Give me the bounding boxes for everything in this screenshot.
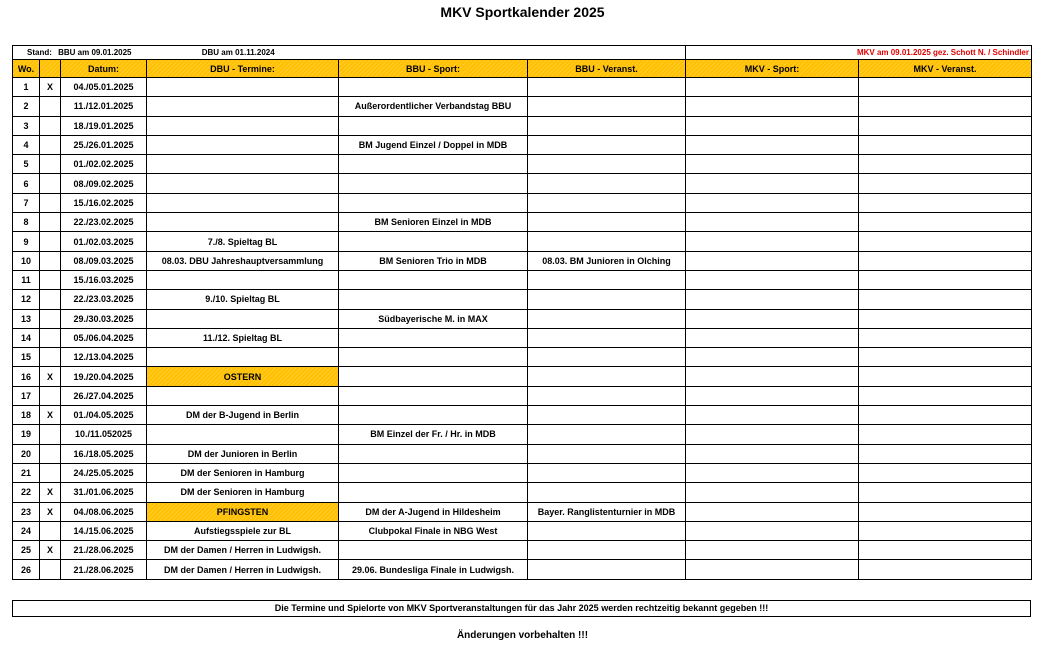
date-cell: 01./02.03.2025 xyxy=(61,232,147,251)
date-cell: 31./01.06.2025 xyxy=(61,483,147,502)
bbu-sport-cell xyxy=(339,174,528,193)
date-cell: 08./09.03.2025 xyxy=(61,251,147,270)
week-number-cell: 13 xyxy=(13,309,40,328)
bbu-veranst-cell xyxy=(528,193,686,212)
week-number-cell: 17 xyxy=(13,386,40,405)
mkv-veranst-cell xyxy=(859,309,1032,328)
date-cell: 15./16.02.2025 xyxy=(61,193,147,212)
holiday-mark-cell xyxy=(40,309,61,328)
dbu-termine-cell: Aufstiegsspiele zur BL xyxy=(147,521,339,540)
mkv-sport-cell xyxy=(686,348,859,367)
bbu-sport-cell xyxy=(339,386,528,405)
header-row xyxy=(13,60,1032,78)
mkv-veranst-cell xyxy=(859,290,1032,309)
bbu-veranst-cell xyxy=(528,174,686,193)
stand-bbu: BBU am 09.01.2025 xyxy=(58,48,132,57)
mkv-sport-cell xyxy=(686,213,859,232)
bbu-veranst-cell xyxy=(528,425,686,444)
page-title: MKV Sportkalender 2025 xyxy=(440,4,605,20)
week-number-cell: 21 xyxy=(13,463,40,482)
week-number-cell: 19 xyxy=(13,425,40,444)
holiday-mark-cell xyxy=(40,155,61,174)
holiday-mark-cell xyxy=(40,425,61,444)
mkv-sport-cell xyxy=(686,155,859,174)
date-cell: 14./15.06.2025 xyxy=(61,521,147,540)
mkv-sport-cell xyxy=(686,232,859,251)
mkv-veranst-cell xyxy=(859,270,1032,289)
bbu-veranst-cell xyxy=(528,444,686,463)
holiday-mark-cell xyxy=(40,521,61,540)
mkv-veranst-cell xyxy=(859,193,1032,212)
header-dbu-termine: DBU - Termine: xyxy=(147,60,339,78)
bbu-veranst-cell xyxy=(528,328,686,347)
holiday-mark-cell xyxy=(40,193,61,212)
bbu-sport-cell xyxy=(339,116,528,135)
table-row xyxy=(13,348,1032,367)
bbu-sport-cell: BM Jugend Einzel / Doppel in MDB xyxy=(339,135,528,154)
footer-notice: Die Termine und Spielorte von MKV Sportveranstaltungen für das Jahr 2025 werden rechtzeitig bekannt gegeben !!! xyxy=(12,600,1031,617)
mkv-sport-cell xyxy=(686,135,859,154)
holiday-mark-cell xyxy=(40,463,61,482)
bbu-veranst-cell: Bayer. Ranglistenturnier in MDB xyxy=(528,502,686,521)
header-mkv-veranst: MKV - Veranst. xyxy=(859,60,1032,78)
mkv-veranst-cell xyxy=(859,135,1032,154)
bbu-sport-cell: Clubpokal Finale in NBG West xyxy=(339,521,528,540)
date-cell: 21./28.06.2025 xyxy=(61,541,147,560)
mkv-veranst-cell xyxy=(859,348,1032,367)
dbu-termine-cell: DM der Senioren in Hamburg xyxy=(147,463,339,482)
week-number-cell: 5 xyxy=(13,155,40,174)
week-number-cell: 3 xyxy=(13,116,40,135)
week-number-cell: 16 xyxy=(13,367,40,386)
bbu-sport-cell xyxy=(339,328,528,347)
week-number-cell: 6 xyxy=(13,174,40,193)
bbu-veranst-cell xyxy=(528,270,686,289)
mkv-veranst-cell xyxy=(859,560,1032,579)
dbu-termine-cell: PFINGSTEN xyxy=(147,502,339,521)
stand-spacer xyxy=(339,46,686,60)
mkv-sport-cell xyxy=(686,406,859,425)
stand-dbu: DBU am 01.11.2024 xyxy=(201,48,275,57)
bbu-sport-cell xyxy=(339,270,528,289)
dbu-termine-cell: 11./12. Spieltag BL xyxy=(147,328,339,347)
header-bbu-sport: BBU - Sport: xyxy=(339,60,528,78)
dbu-termine-cell xyxy=(147,193,339,212)
holiday-mark-cell xyxy=(40,290,61,309)
table-row xyxy=(13,483,1032,502)
date-cell: 12./13.04.2025 xyxy=(61,348,147,367)
date-cell: 11./12.01.2025 xyxy=(61,97,147,116)
date-cell: 22./23.03.2025 xyxy=(61,290,147,309)
holiday-mark-cell xyxy=(40,97,61,116)
date-cell: 25./26.01.2025 xyxy=(61,135,147,154)
mkv-sport-cell xyxy=(686,290,859,309)
holiday-mark-cell xyxy=(40,270,61,289)
dbu-termine-cell xyxy=(147,78,339,97)
table-row xyxy=(13,213,1032,232)
date-cell: 01./02.02.2025 xyxy=(61,155,147,174)
dbu-termine-cell: 7./8. Spieltag BL xyxy=(147,232,339,251)
table-row xyxy=(13,425,1032,444)
mkv-veranst-cell xyxy=(859,444,1032,463)
bbu-veranst-cell xyxy=(528,78,686,97)
week-number-cell: 24 xyxy=(13,521,40,540)
table-row xyxy=(13,155,1032,174)
mkv-sport-cell xyxy=(686,560,859,579)
week-number-cell: 20 xyxy=(13,444,40,463)
table-row xyxy=(13,78,1032,97)
table-row xyxy=(13,97,1032,116)
sport-calendar-table xyxy=(12,45,1032,580)
dbu-termine-cell xyxy=(147,270,339,289)
footer-note: Änderungen vorbehalten !!! xyxy=(456,630,589,641)
mkv-veranst-cell xyxy=(859,155,1032,174)
bbu-veranst-cell xyxy=(528,135,686,154)
mkv-sport-cell xyxy=(686,367,859,386)
table-row xyxy=(13,406,1032,425)
stand-label: Stand: xyxy=(27,48,52,57)
date-cell: 22./23.02.2025 xyxy=(61,213,147,232)
bbu-sport-cell xyxy=(339,232,528,251)
mkv-sport-cell xyxy=(686,193,859,212)
header-mkv-sport: MKV - Sport: xyxy=(686,60,859,78)
bbu-veranst-cell xyxy=(528,232,686,251)
mkv-veranst-cell xyxy=(859,213,1032,232)
table-row xyxy=(13,463,1032,482)
holiday-mark-cell xyxy=(40,386,61,405)
mkv-sport-cell xyxy=(686,521,859,540)
bbu-veranst-cell xyxy=(528,97,686,116)
header-datum: Datum: xyxy=(61,60,147,78)
header-wo: Wo. xyxy=(13,60,40,78)
week-number-cell: 15 xyxy=(13,348,40,367)
calendar-body xyxy=(13,78,1032,580)
bbu-sport-cell xyxy=(339,444,528,463)
holiday-mark-cell: X xyxy=(40,502,61,521)
bbu-veranst-cell xyxy=(528,406,686,425)
bbu-sport-cell xyxy=(339,155,528,174)
table-row xyxy=(13,270,1032,289)
bbu-veranst-cell xyxy=(528,386,686,405)
bbu-sport-cell xyxy=(339,193,528,212)
bbu-sport-cell: BM Senioren Trio in MDB xyxy=(339,251,528,270)
holiday-mark-cell: X xyxy=(40,541,61,560)
bbu-sport-cell: 29.06. Bundesliga Finale in Ludwigsh. xyxy=(339,560,528,579)
bbu-veranst-cell xyxy=(528,560,686,579)
week-number-cell: 11 xyxy=(13,270,40,289)
mkv-veranst-cell xyxy=(859,463,1032,482)
table-row xyxy=(13,174,1032,193)
table-row xyxy=(13,560,1032,579)
dbu-termine-cell: DM der Damen / Herren in Ludwigsh. xyxy=(147,541,339,560)
week-number-cell: 12 xyxy=(13,290,40,309)
bbu-sport-cell: DM der A-Jugend in Hildesheim xyxy=(339,502,528,521)
mkv-veranst-cell xyxy=(859,425,1032,444)
dbu-termine-cell: DM der Senioren in Hamburg xyxy=(147,483,339,502)
holiday-mark-cell xyxy=(40,135,61,154)
date-cell: 15./16.03.2025 xyxy=(61,270,147,289)
date-cell: 16./18.05.2025 xyxy=(61,444,147,463)
date-cell: 04./05.01.2025 xyxy=(61,78,147,97)
table-row xyxy=(13,193,1032,212)
dbu-termine-cell: 9./10. Spieltag BL xyxy=(147,290,339,309)
date-cell: 01./04.05.2025 xyxy=(61,406,147,425)
holiday-mark-cell xyxy=(40,213,61,232)
holiday-mark-cell xyxy=(40,116,61,135)
holiday-mark-cell xyxy=(40,328,61,347)
mkv-sport-cell xyxy=(686,309,859,328)
bbu-veranst-cell xyxy=(528,521,686,540)
holiday-mark-cell: X xyxy=(40,78,61,97)
dbu-termine-cell xyxy=(147,135,339,154)
stand-mkv: MKV am 09.01.2025 gez. Schott N. / Schindler xyxy=(686,46,1032,60)
bbu-veranst-cell xyxy=(528,116,686,135)
bbu-sport-cell: Südbayerische M. in MAX xyxy=(339,309,528,328)
date-cell: 08./09.02.2025 xyxy=(61,174,147,193)
dbu-termine-cell xyxy=(147,213,339,232)
holiday-mark-cell: X xyxy=(40,367,61,386)
week-number-cell: 1 xyxy=(13,78,40,97)
bbu-sport-cell: BM Einzel der Fr. / Hr. in MDB xyxy=(339,425,528,444)
week-number-cell: 25 xyxy=(13,541,40,560)
week-number-cell: 23 xyxy=(13,502,40,521)
dbu-termine-cell xyxy=(147,386,339,405)
bbu-veranst-cell xyxy=(528,348,686,367)
table-row xyxy=(13,386,1032,405)
holiday-mark-cell xyxy=(40,560,61,579)
date-cell: 04./08.06.2025 xyxy=(61,502,147,521)
bbu-veranst-cell xyxy=(528,213,686,232)
date-cell: 18./19.01.2025 xyxy=(61,116,147,135)
holiday-mark-cell: X xyxy=(40,406,61,425)
header-x xyxy=(40,60,61,78)
mkv-veranst-cell xyxy=(859,328,1032,347)
mkv-veranst-cell xyxy=(859,116,1032,135)
mkv-sport-cell xyxy=(686,328,859,347)
mkv-sport-cell xyxy=(686,425,859,444)
week-number-cell: 4 xyxy=(13,135,40,154)
bbu-sport-cell xyxy=(339,541,528,560)
week-number-cell: 9 xyxy=(13,232,40,251)
dbu-termine-cell: DM der B-Jugend in Berlin xyxy=(147,406,339,425)
bbu-sport-cell xyxy=(339,367,528,386)
week-number-cell: 14 xyxy=(13,328,40,347)
dbu-termine-cell: DM der Damen / Herren in Ludwigsh. xyxy=(147,560,339,579)
table-row xyxy=(13,290,1032,309)
dbu-termine-cell: DM der Junioren in Berlin xyxy=(147,444,339,463)
bbu-veranst-cell xyxy=(528,541,686,560)
bbu-veranst-cell xyxy=(528,155,686,174)
mkv-sport-cell xyxy=(686,444,859,463)
holiday-mark-cell xyxy=(40,444,61,463)
bbu-veranst-cell xyxy=(528,290,686,309)
dbu-termine-cell xyxy=(147,116,339,135)
stand-cell xyxy=(13,46,339,60)
dbu-termine-cell xyxy=(147,309,339,328)
dbu-termine-cell xyxy=(147,348,339,367)
week-number-cell: 8 xyxy=(13,213,40,232)
mkv-sport-cell xyxy=(686,251,859,270)
holiday-mark-cell xyxy=(40,174,61,193)
bbu-veranst-cell xyxy=(528,367,686,386)
date-cell: 29./30.03.2025 xyxy=(61,309,147,328)
dbu-termine-cell xyxy=(147,155,339,174)
mkv-sport-cell xyxy=(686,541,859,560)
mkv-sport-cell xyxy=(686,386,859,405)
bbu-veranst-cell xyxy=(528,463,686,482)
bbu-sport-cell xyxy=(339,463,528,482)
table-row xyxy=(13,328,1032,347)
mkv-veranst-cell xyxy=(859,541,1032,560)
table-row xyxy=(13,521,1032,540)
week-number-cell: 22 xyxy=(13,483,40,502)
date-cell: 10./11.052025 xyxy=(61,425,147,444)
week-number-cell: 7 xyxy=(13,193,40,212)
week-number-cell: 18 xyxy=(13,406,40,425)
dbu-termine-cell xyxy=(147,425,339,444)
mkv-veranst-cell xyxy=(859,251,1032,270)
bbu-veranst-cell: 08.03. BM Junioren in Olching xyxy=(528,251,686,270)
mkv-veranst-cell xyxy=(859,97,1032,116)
bbu-veranst-cell xyxy=(528,483,686,502)
table-row xyxy=(13,541,1032,560)
header-bbu-veranst: BBU - Veranst. xyxy=(528,60,686,78)
bbu-sport-cell: Außerordentlicher Verbandstag BBU xyxy=(339,97,528,116)
bbu-sport-cell xyxy=(339,483,528,502)
mkv-veranst-cell xyxy=(859,386,1032,405)
table-row xyxy=(13,116,1032,135)
week-number-cell: 2 xyxy=(13,97,40,116)
mkv-veranst-cell xyxy=(859,174,1032,193)
mkv-sport-cell xyxy=(686,116,859,135)
date-cell: 05./06.04.2025 xyxy=(61,328,147,347)
table-row xyxy=(13,367,1032,386)
dbu-termine-cell xyxy=(147,97,339,116)
table-row xyxy=(13,135,1032,154)
holiday-mark-cell: X xyxy=(40,483,61,502)
date-cell: 26./27.04.2025 xyxy=(61,386,147,405)
table-row xyxy=(13,444,1032,463)
bbu-sport-cell xyxy=(339,406,528,425)
bbu-sport-cell xyxy=(339,348,528,367)
mkv-sport-cell xyxy=(686,270,859,289)
dbu-termine-cell: OSTERN xyxy=(147,367,339,386)
table-row xyxy=(13,232,1032,251)
table-row xyxy=(13,309,1032,328)
week-number-cell: 10 xyxy=(13,251,40,270)
bbu-sport-cell: BM Senioren Einzel in MDB xyxy=(339,213,528,232)
holiday-mark-cell xyxy=(40,348,61,367)
dbu-termine-cell xyxy=(147,174,339,193)
stand-row xyxy=(13,46,1032,60)
mkv-sport-cell xyxy=(686,97,859,116)
date-cell: 21./28.06.2025 xyxy=(61,560,147,579)
date-cell: 19./20.04.2025 xyxy=(61,367,147,386)
mkv-veranst-cell xyxy=(859,406,1032,425)
mkv-veranst-cell xyxy=(859,502,1032,521)
mkv-veranst-cell xyxy=(859,232,1032,251)
bbu-veranst-cell xyxy=(528,309,686,328)
mkv-sport-cell xyxy=(686,463,859,482)
table-row xyxy=(13,251,1032,270)
bbu-sport-cell xyxy=(339,78,528,97)
mkv-veranst-cell xyxy=(859,521,1032,540)
mkv-veranst-cell xyxy=(859,483,1032,502)
mkv-veranst-cell xyxy=(859,367,1032,386)
week-number-cell: 26 xyxy=(13,560,40,579)
mkv-sport-cell xyxy=(686,78,859,97)
mkv-sport-cell xyxy=(686,502,859,521)
holiday-mark-cell xyxy=(40,232,61,251)
holiday-mark-cell xyxy=(40,251,61,270)
dbu-termine-cell: 08.03. DBU Jahreshauptversammlung xyxy=(147,251,339,270)
mkv-sport-cell xyxy=(686,174,859,193)
mkv-sport-cell xyxy=(686,483,859,502)
date-cell: 24./25.05.2025 xyxy=(61,463,147,482)
table-row xyxy=(13,502,1032,521)
mkv-veranst-cell xyxy=(859,78,1032,97)
bbu-sport-cell xyxy=(339,290,528,309)
